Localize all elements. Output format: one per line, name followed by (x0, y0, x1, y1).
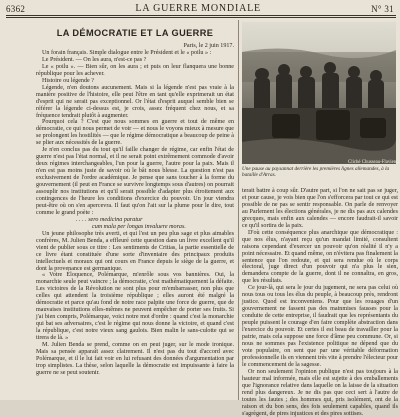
paragraph: terait battre à coup sûr. D'autre part, si l'on ne sait pas se juger, et pour cause, je vois bien que l'on s'efforcera par tout ce qui est possible de ne pas se sentir responsable. On parle de renvoyer au Parlement les élections générales, je ne dis pas aux calendes grecques, mais enfin aux calendes — encore faudrait-il savoir ce qu'il sortira de la paix. (242, 188, 398, 229)
paragraph: Un jeune philosophe très averti, et qui l'est un peu plus sage et plus aimables confrères, M. Julien Benda, a effleuré cette question dans un livre excellent qu'il vient de publier sous ce titre : Les sentiments de Critias, la partie essentielle de ce livre étant constituée d'une sorte d'inventaire des principaux produits intellectuels et moraux qui ont cours en France depuis le siège de la guerre, et dont la provenance est germanique. (36, 230, 234, 272)
paragraph: Ce jour-là, qui sera le jour du jugement, ne sera pas celui où nous tous ou tous les élus du peuple, à beaucoup près, rendront justice. Quod est inconveniens. Pour que les rouages d'un gouvernement ne fassent pas des mainmises fausses pour la conduite de cette entreprise, il faudrait que les représentants du peuple puissent le courage d'en faire complète abstraction dans l'exercice du pouvoir. Et certes il est beau de travailler pour la patrie, mais cela suppose une force d'âme peu commune. Or, si nous ne sommes pas l'existence politique ne dépend que du vote populaire, on sent que par une véritable déformation professionnelle ils en viennent très vite à prendre l'électeur pour le commencement de la sagesse. (242, 285, 398, 368)
paragraph: Pourquoi cela ? C'est que nous sommes en guerre et tout de même en démocratie, ce qui nous permet de voir — et nous le voyons mieux à mesure que se prolongent les hostilités — que le régime démocratique a beaucoup de peine à se plier aux nécessités de la guerre. (36, 119, 234, 147)
paragraph: Je n'en conclus pas du tout qu'il faille changer de régime, car enfin l'état de guerre n'est pas l'état normal, et il ne serait point extrêmement commode d'avoir deux régimes interchangeables, l'un pour la guerre, l'autre pour la paix. Mais il n'en est pas moins juste de savoir où le bât nous blesse. La question n'est pas exclusivement de l'ordre académique. Je pense que sans toucher à la forme du gouvernement (il peut en France se survivre longtemps sous d'autres) on pourrait assouplir nos institutions et qu'il serait possible d'adapter plus étroitement aux contingences de l'heure les conditions d'exercice du pouvoir. Un jour viendra peut-être où on s'en apercevra. Il faut qu'on l'ait sur la plume pour le dire, tout comme le grand poète : (36, 147, 234, 216)
war-photograph (242, 22, 396, 164)
latin-quote-line: . . . . sero medicina paratur (76, 216, 143, 223)
latin-quote-line: cum mala per longas invaluere moras. (92, 223, 186, 230)
header-rule-top (6, 15, 396, 16)
paragraph: Un forain français. Simple dialogue entre le Président et le « poilu » : (42, 49, 212, 56)
column-separator (238, 20, 239, 400)
paragraph: « Votre Éloquence, Polémarque, m'enrôle sous vos bannières. Oui, la monarchie seule peut vaincre ; la démocratie, c'est mathématiquement la défaite. Les victoires de la Révolution ne sont plus pour m'embarrasser, non plus que celles qui attendent la troisième république ; elles auront été malgré la démocratie et parce qu'au fond de notre race palpite une force de guerre, que de mauvaises institutions elles-mêmes ne peuvent empêcher de porter ses fruits. Si j'ai bien compris, Polémarque, voici notre mot d'ordre : quand c'est la monarchie qui bat ses adversaires, c'est le régime qui nous donne la victoire, et quand c'est la république, c'est notre vieux sang gaulois. Bien malin le sans-culotte qui se tirera de là. » (36, 272, 234, 342)
paragraph: D'où cette conséquence plus anarchique que démocratique : que nos élus, n'ayant reçu qu'un mandat limité, consultent raisons cependant d'exercer un pouvoir qu'on réalité il n'y a point nécessaire. Et quand même, on n'évitera pas finalement la sentence que l'on redoute, et qui sera rendue où le corps électoral, juge direct d'un pouvoir qui n'a plus le sien, demandera compte de la guerre, dont il ne connaîtra, en gros, que les résultats. (242, 229, 398, 285)
paragraph: Légende, n'en doutons aucunement. Mais si la légende n'est pas vraie à la manière positive de l'histoire, elle peut l'être en tant qu'elle exprimerait un état d'esprit qui ne serait pas exceptionnel. Or l'état d'esprit auquel semble bien se référer la légende ci-dessus est, je crois, assez fréquent chez nous, et sa fréquence tendrait plutôt à augmenter. (36, 84, 234, 119)
paragraph: Le « poilu ». — Bien sûr, on les aura ; et puis on leur flanquera une bonne république pour les achever. (36, 63, 234, 77)
journal-title: LA GUERRE MONDIALE (135, 3, 261, 14)
page-number: 6362 (6, 3, 26, 14)
issue-number: N° 31 (371, 3, 394, 14)
article-dateline: Paris, le 2 juin 1917. (183, 43, 234, 49)
left-column (36, 26, 234, 400)
paragraph: Or non seulement l'opinion publique n'est pas toujours à la hauteur mal informée, mais elle est sujette à des emballements que l'ignorance relative dans laquelle on la laisse de la situation rend plus dangereux. Je ne dis pas que ceci sert à l'autre de toutes les fautes ; des hommes qui, pris isolément, ont de la raison et du bon sens, des fois seulement capables, quand ils s'agrègent, de pires injustices et des pires sottises. (242, 368, 398, 417)
photo-caption (242, 160, 398, 178)
page-header (6, 2, 394, 15)
caption-text: Une pause au paysannat derrière les premières lignes allemandes, à la bataille d'Arras. (242, 166, 390, 178)
photo-credit: Cliché Chusseau-Flaviens (348, 160, 398, 165)
paragraph: M. Julien Benda se prend, comme on en peut juger, sur le mode ironique. Mais sa pensée apparaît assez clairement. Il n'est pas du tout d'accord avec Polémarque, et il le lui fait voir en lui refusant des données d'argumentation par trop simplistes. La thèse, selon laquelle la démocratie est impuissante à faire la guerre ne se peut soutenir. (36, 341, 234, 376)
paragraph: Le Président. — On les aura, n'est-ce pas ? (42, 56, 147, 63)
article-title: LA DÉMOCRATIE ET LA GUERRE (56, 28, 214, 38)
header-rule-bottom (6, 17, 396, 18)
photograph-image (242, 22, 396, 164)
paragraph: Histoire ou légende ? (42, 77, 94, 84)
right-column (242, 188, 398, 417)
